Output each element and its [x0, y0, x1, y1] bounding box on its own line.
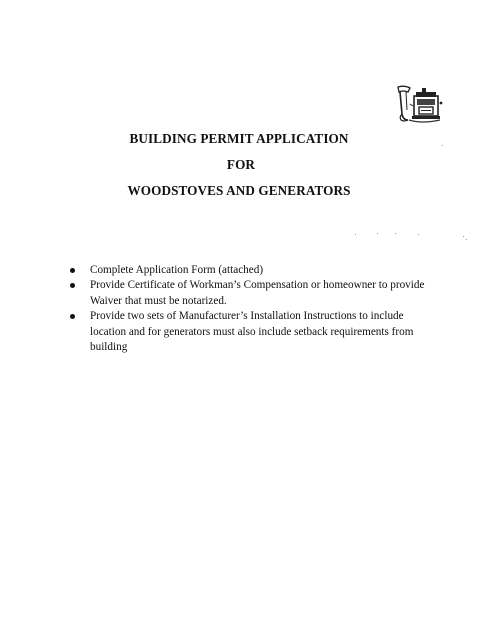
scan-speck — [463, 236, 464, 237]
document-title-line-3: WOODSTOVES AND GENERATORS — [127, 183, 351, 198]
bullet-icon — [70, 314, 75, 319]
bullet-icon — [70, 268, 75, 273]
requirements-list — [68, 263, 438, 355]
scan-speck — [355, 234, 356, 235]
requirement-item — [68, 263, 438, 278]
scan-speck — [418, 234, 419, 235]
document-title-line-1: BUILDING PERMIT APPLICATION — [129, 131, 349, 146]
requirement-text: Provide two sets of Manufacturer’s Installation Instructions to include location and for generators must also include setback requirements from building — [90, 310, 414, 354]
scan-speck — [442, 145, 443, 146]
scan-speck — [377, 233, 378, 234]
requirement-text: Provide Certificate of Workman’s Compensation or homeowner to provide Waiver that must be notarized. — [90, 279, 425, 307]
scan-speck — [395, 233, 396, 234]
scan-speck — [466, 239, 467, 240]
town-seal-logo-icon — [392, 84, 446, 126]
requirement-item — [68, 278, 438, 309]
bullet-icon — [70, 283, 75, 288]
requirement-item — [68, 309, 438, 355]
requirement-text: Complete Application Form (attached) — [90, 264, 264, 276]
document-title-line-2: FOR — [226, 157, 256, 172]
